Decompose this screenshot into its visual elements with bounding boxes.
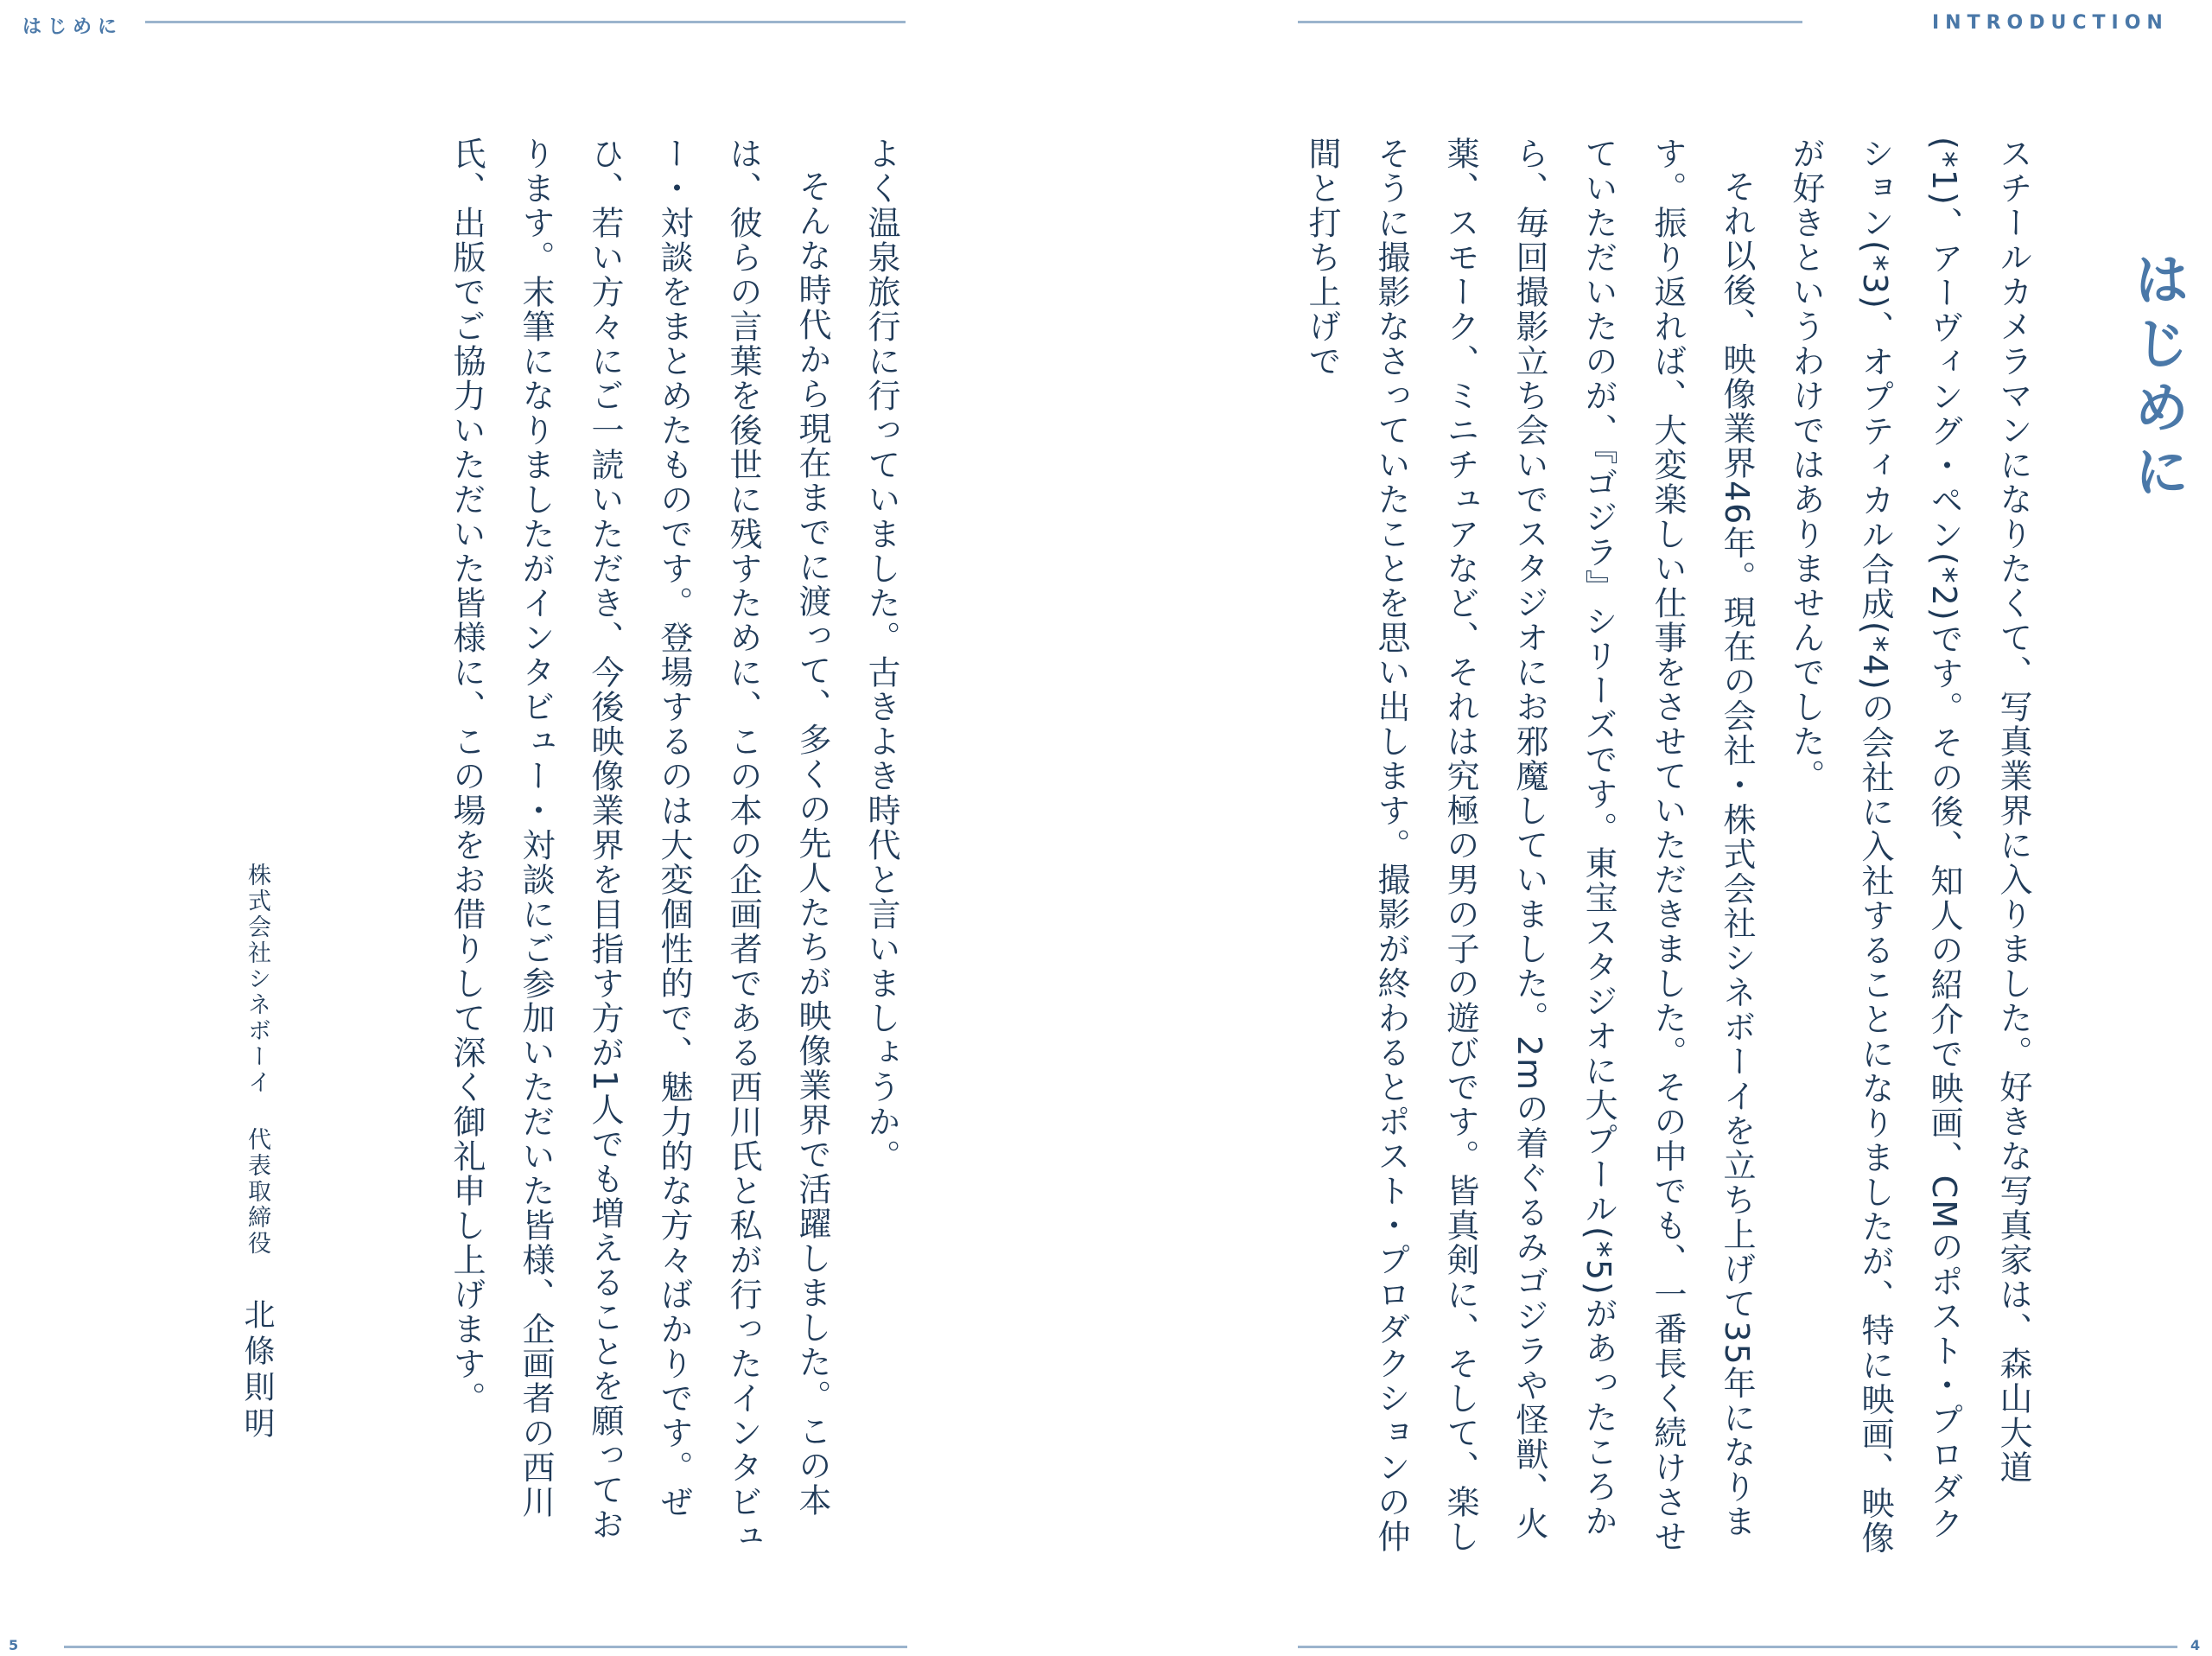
signature-title: 代表取締役 [244,1127,270,1257]
left-page-body [363,137,916,1563]
footer-rule-right [1298,1646,2177,1648]
right-page-body [1287,137,2048,1563]
page-title: はじめに [2125,251,2189,506]
right-page [1106,0,2212,1656]
header-rule-right [1298,21,1802,23]
right-paragraph-1: スチールカメラマンになりたくて、写真業界に入りました。好きな写真家は、森山大道(*1)、アーヴィング・ペン(*2)です。その後、知人の紹介で映画、CMのポスト・プロダクション(*3)、オプティカル合成(*4)の会社に入社することになりましたが、特に映画、映像が好きというわけではありませんでした。 [1787,137,2032,1556]
header-rule-left [145,21,906,23]
left-paragraph-1: よく温泉旅行に行っていました。古きよき時代と言いましょうか。 [862,137,900,1174]
running-header-right: INTRODUCTION [1932,12,2169,34]
page-number-left: 5 [9,1637,19,1653]
running-header-left: はじめに [22,16,124,38]
right-paragraph-2: それ以後、映像業界46年。現在の会社・株式会社シネボーイを立ち上げて35年になります。振り返れば、大変楽しい仕事をさせていただきました。その中でも、一番長く続けさせていただいたのが、『ゴジラ』シリーズです。東宝スタジオに大プール(*5)があったころから、毎回撮影立ち会いでスタジオにお邪魔していました。2mの着ぐるみゴジラや怪獣、火薬、スモーク、ミニチュアなど、それは究極の男の子の遊びです。皆真剣に、そして、楽しそうに撮影なさっていたことを思い出します。撮影が終わるとポスト・プロダクションの仲間と打ち上げで [1303,137,1756,1554]
page-number-right: 4 [2190,1637,2201,1653]
left-paragraph-2: そんな時代から現在までに渡って、多くの先人たちが映像業界で活躍しました。この本は、彼らの言葉を後世に残すために、この本の企画者である西川氏と私が行ったインタビュー・対談をまとめたものです。登場するのは大変個性的で、魅力的な方々ばかりです。ぜひ、若い方々にご一読いただき、今後映像業界を目指す方が1人でも増えることを願っております。末筆になりましたがインタビュー・対談にご参加いただいた皆様、企画者の西川氏、出版でご協力いただいた皆様に、この場をお借りして深く御礼申し上げます。 [448,137,831,1554]
signature-name: 北條則明 [239,1298,275,1443]
footer-rule-left [64,1646,907,1648]
signature-block [235,863,279,1554]
signature-company: 株式会社シネボーイ [244,863,270,1096]
